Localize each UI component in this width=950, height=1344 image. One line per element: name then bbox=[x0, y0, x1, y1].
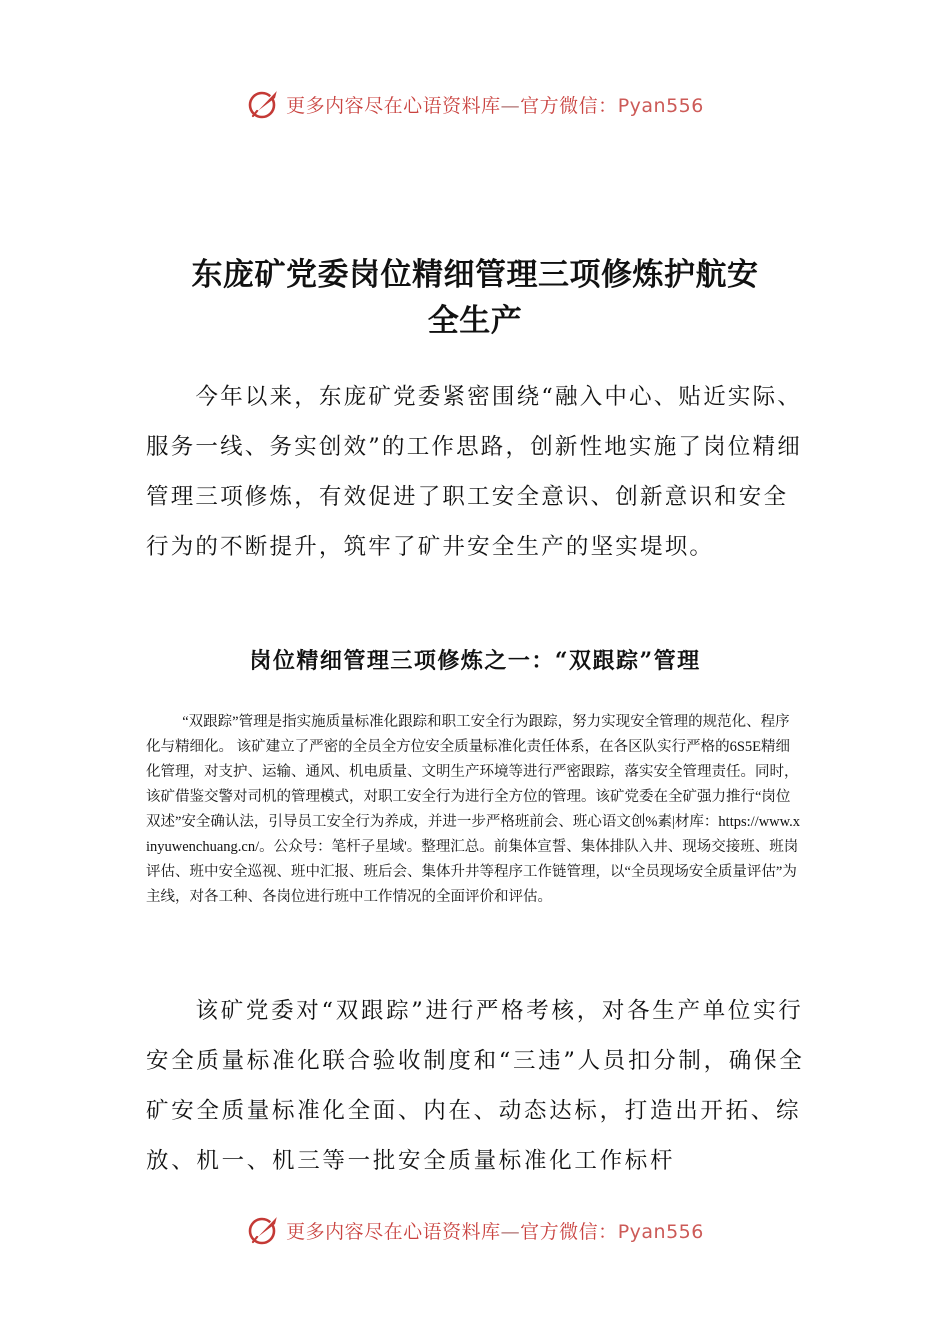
watermark-separator: — bbox=[500, 1220, 521, 1243]
header-watermark-banner bbox=[0, 82, 950, 126]
document-title-line1: 东庞矿党委岗位精细管理三项修炼护航安 bbox=[191, 257, 759, 293]
watermark-wechat-handle: Pyan556 bbox=[617, 94, 704, 117]
watermark-wechat-label: 官方微信： bbox=[520, 94, 618, 117]
watermark-text bbox=[286, 91, 704, 118]
quill-logo-icon bbox=[246, 86, 282, 122]
quill-logo-icon bbox=[246, 1212, 282, 1248]
watermark-separator: — bbox=[500, 94, 521, 117]
document-title-line2: 全生产 bbox=[427, 303, 523, 339]
section-body-paragraph: “双跟踪”管理是指实施质量标准化跟踪和职工安全行为跟踪，努力实现安全管理的规范化、程序化与精细化。 该矿建立了严密的全员全方位安全质量标准化责任体系，在各区队实行严格的6S5E精细化管理，对支护、运输、通风、机电质量、文明生产环境等进行严密跟踪，落实安全管理责任。同时，该矿借鉴交警对司机的管理模式，对职工安全行为进行全方位的管理。该矿党委在全矿强力推行“岗位双述”安全确认法，引导员工安全行为养成，并进一步严格班前会、班心语文创%素|材库：https://www.xinyuwenchuang.cn/。公众号：笔杆子星域'。整理汇总。前集体宣誓、集体排队入井、现场交接班、班岗评估、班中安全巡视、班中汇报、班后会、集体升井等程序工作链管理，以“全员现场安全质量评估”为主线，对各工种、各岗位进行班中工作情况的全面评价和评估。 bbox=[146, 714, 801, 905]
watermark-main-text: 更多内容尽在心语资料库 bbox=[286, 94, 501, 117]
intro-paragraph: 今年以来，东庞矿党委紧密围绕“融入中心、贴近实际、服务一线、务实创效”的工作思路，创新性地实施了岗位精细管理三项修炼，有效促进了职工安全意识、创新意识和安全行为的不断提升，筑牢了矿井安全生产的坚实堤坝。 bbox=[146, 384, 803, 560]
document-title bbox=[150, 252, 800, 344]
watermark-wechat-handle: Pyan556 bbox=[617, 1220, 704, 1243]
watermark-wechat-label: 官方微信： bbox=[520, 1220, 618, 1243]
footer-watermark-banner bbox=[0, 1208, 950, 1252]
watermark-text bbox=[286, 1217, 704, 1244]
assessment-paragraph: 该矿党委对“双跟踪”进行严格考核，对各生产单位实行安全质量标准化联合验收制度和“三违”人员扣分制，确保全矿安全质量标准化全面、内在、动态达标，打造出开拓、综放、机一、机三等一批安全质量标准化工作标杆 bbox=[146, 998, 805, 1174]
watermark-main-text: 更多内容尽在心语资料库 bbox=[286, 1220, 501, 1243]
section-heading: 岗位精细管理三项修炼之一：“双跟踪”管理 bbox=[249, 648, 701, 674]
